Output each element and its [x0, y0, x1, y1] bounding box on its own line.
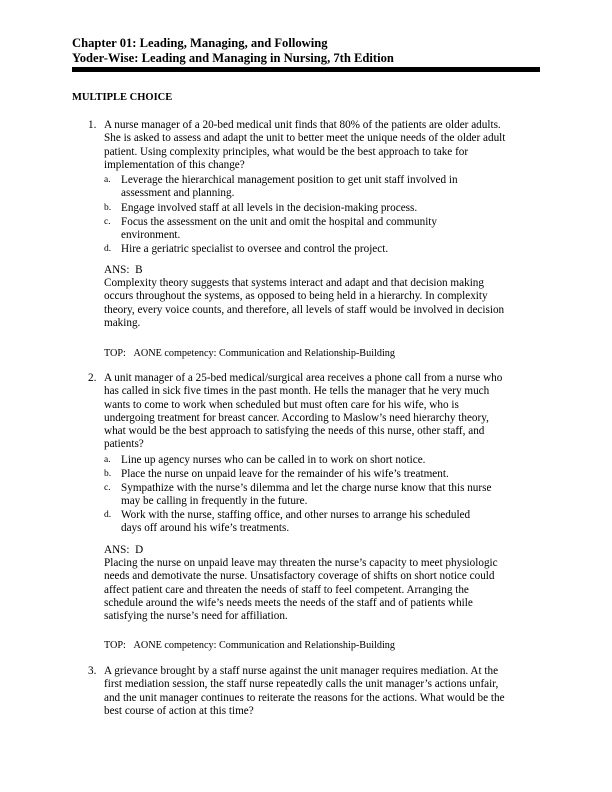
chapter-title: Chapter 01: Leading, Managing, and Following: [72, 36, 328, 50]
rationale: [104, 557, 540, 623]
topic-tag: TOP: AONE competency: Communication and Relationship-Building: [104, 348, 395, 359]
stem-line: and the unit manager continues to reiterate the reasons for the actions. What would be the: [104, 691, 505, 704]
book-title: Yoder-Wise: Leading and Managing in Nursing, 7th Edition: [72, 51, 394, 65]
option-text: Engage involved staff at all levels in the decision-making process.: [121, 202, 418, 214]
option-text: Hire a geriatric specialist to oversee and control the project.: [121, 243, 389, 255]
option-text: Work with the nurse, staffing office, and other nurses to arrange his scheduled: [121, 509, 471, 521]
stem-line: what would be the best approach to satisfying the needs of this nurse, other staff, and: [104, 425, 485, 438]
option-letter: b.: [104, 469, 112, 479]
stem-line: She is asked to assess and adapt the unit to better meet the unique needs of the older adult: [104, 132, 506, 145]
option-letter: d.: [104, 510, 112, 520]
answer-key: ANS: D: [104, 544, 144, 556]
stem-line: first mediation session, the staff nurse repeatedly calls the unit manager’s actions unfair,: [104, 678, 499, 691]
document-header: [72, 36, 394, 66]
option-text: Line up agency nurses who can be called in to work on short notice.: [121, 454, 426, 466]
question-stem: [104, 119, 540, 172]
stem-line: has called in sick five times in the past month. He tells the manager that he very much: [104, 385, 490, 398]
question-number: 2.: [88, 372, 97, 384]
rationale-line: occurs throughout the systems, as opposed to being held in a hierarchy. In complexity: [104, 290, 488, 303]
rationale-line: satisfying the nurse’s need for affiliation.: [104, 610, 288, 623]
rationale-line: theory, every voice counts, and therefore, all levels of staff would be involved in decision: [104, 303, 505, 316]
option-letter: d.: [104, 244, 112, 254]
stem-line: A unit manager of a 25-bed medical/surgical area receives a phone call from a nurse who: [104, 372, 503, 384]
rationale-line: needs and demotivate the nurse. Unsatisfactory coverage of shifts on short notice could: [104, 570, 495, 583]
stem-line: best course of action at this time?: [104, 704, 254, 717]
rationale-line: Complexity theory suggests that systems interact and adapt and that decision making: [104, 277, 484, 289]
option-text: Focus the assessment on the unit and omit the hospital and community: [121, 216, 438, 228]
question-number: 3.: [88, 665, 97, 677]
stem-line: implementation of this change?: [104, 158, 245, 171]
answer-key: ANS: B: [104, 264, 143, 276]
option-letter: c.: [104, 483, 111, 493]
header-rule: [72, 67, 540, 72]
option-text: Leverage the hierarchical management position to get unit staff involved in: [121, 174, 458, 186]
option-text: Sympathize with the nurse’s dilemma and let the charge nurse know that this nurse: [121, 482, 492, 494]
stem-line: wants to come to work when scheduled but must often care for his wife, who is: [104, 398, 459, 411]
rationale-line: Placing the nurse on unpaid leave may threaten the nurse’s capacity to meet physiologic: [104, 557, 498, 569]
question-number: 1.: [88, 119, 97, 131]
rationale-line: affect patient care and threaten the needs of staff to feel competent. Arranging the: [104, 583, 469, 596]
option-text: assessment and planning.: [121, 187, 235, 200]
option-text: may be calling in frequently in the future.: [121, 495, 308, 508]
stem-line: A grievance brought by a staff nurse against the unit manager requires mediation. At the: [104, 665, 499, 677]
option-text: environment.: [121, 229, 181, 242]
section-title: MULTIPLE CHOICE: [72, 92, 173, 103]
option-text: days off around his wife’s treatments.: [121, 522, 290, 535]
option-letter: a.: [104, 455, 111, 465]
option-letter: c.: [104, 217, 111, 227]
topic-tag: TOP: AONE competency: Communication and Relationship-Building: [104, 640, 395, 651]
rationale: [104, 277, 540, 330]
rationale-line: schedule around the wife’s needs meets the needs of the staff and of patients while: [104, 596, 473, 609]
option-letter: a.: [104, 175, 111, 185]
stem-line: patients?: [104, 438, 144, 451]
rationale-line: making.: [104, 316, 141, 329]
stem-line: A nurse manager of a 20-bed medical unit finds that 80% of the patients are older adults.: [104, 119, 501, 131]
option-letter: b.: [104, 203, 112, 213]
question-stem: [104, 372, 540, 452]
question-stem: [104, 665, 540, 718]
stem-line: undergoing treatment for breast cancer. According to Maslow’s need hierarchy theory,: [104, 411, 489, 424]
option-text: Place the nurse on unpaid leave for the remainder of his wife’s treatment.: [121, 468, 449, 480]
stem-line: patient. Using complexity principles, what would be the best approach to take for: [104, 145, 469, 158]
